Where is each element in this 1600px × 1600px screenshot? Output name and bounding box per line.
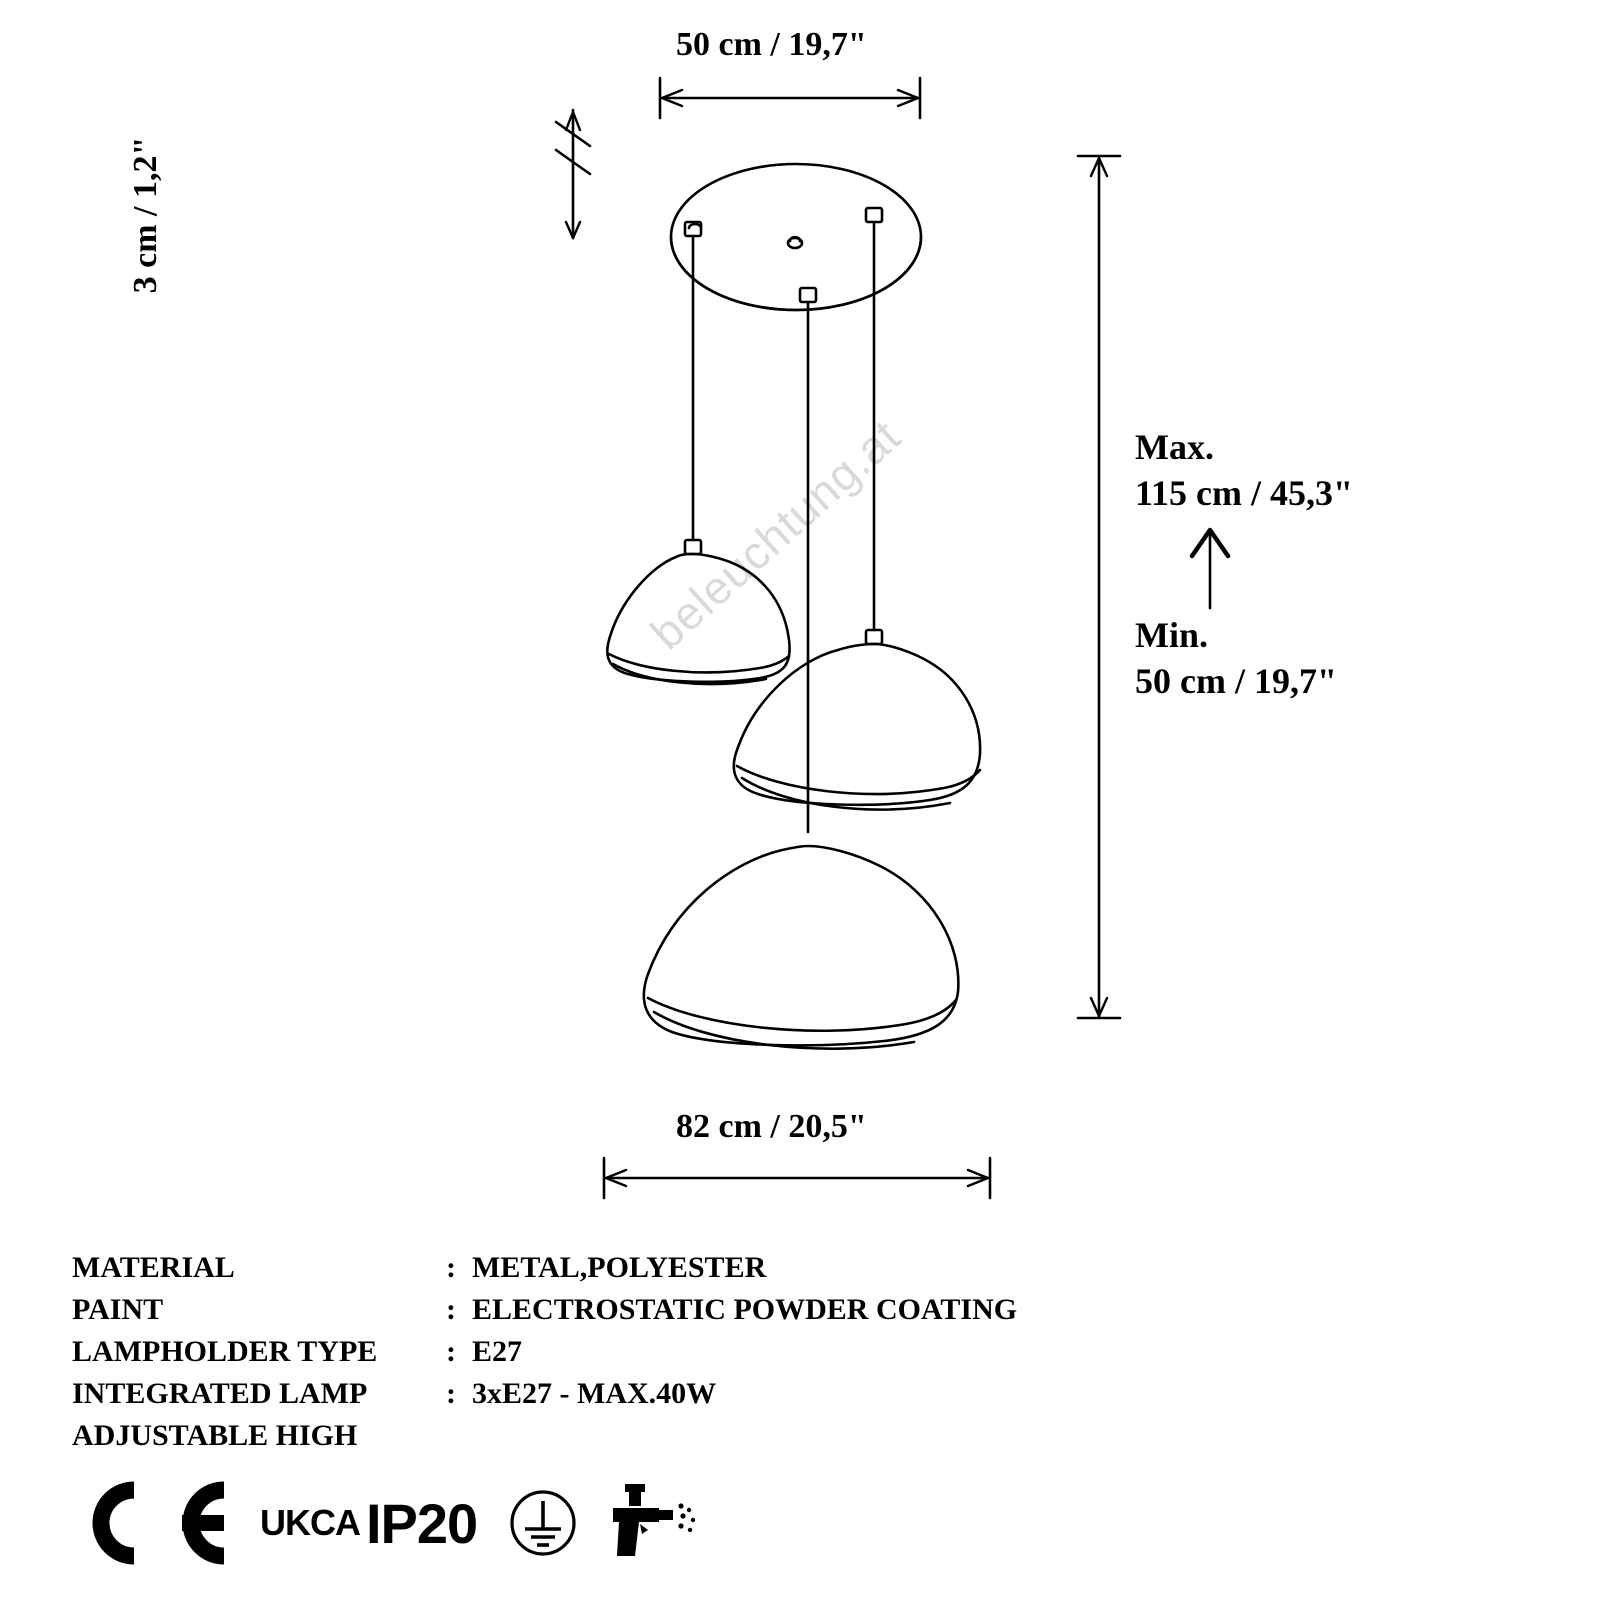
spec-colon bbox=[446, 1416, 472, 1458]
spec-value: E27 bbox=[472, 1334, 523, 1368]
specification-table bbox=[72, 1248, 1017, 1457]
min-value: 50 cm / 19,7" bbox=[1135, 661, 1337, 702]
dimension-label-min bbox=[1135, 612, 1337, 704]
table-row bbox=[72, 1290, 1017, 1332]
dimension-height-range bbox=[1078, 156, 1228, 1018]
table-row bbox=[72, 1416, 1017, 1458]
spec-colon: : bbox=[446, 1334, 456, 1368]
spray-gun-icon bbox=[607, 1480, 707, 1566]
max-word: Max. bbox=[1135, 427, 1214, 467]
dimension-bottom-width bbox=[604, 1158, 990, 1198]
spec-key: INTEGRATED LAMP bbox=[72, 1376, 368, 1410]
earth-ground-icon bbox=[505, 1485, 581, 1561]
spec-key: MATERIAL bbox=[72, 1251, 235, 1284]
dimension-top-width bbox=[660, 78, 920, 118]
dimension-label-max bbox=[1135, 424, 1353, 516]
earth-ground-svg bbox=[505, 1485, 581, 1561]
spec-key: LAMPHOLDER TYPE bbox=[72, 1334, 378, 1368]
dimension-canopy-height bbox=[556, 110, 590, 238]
max-value: 115 cm / 45,3" bbox=[1135, 473, 1353, 514]
lamp-shade-small bbox=[607, 554, 789, 684]
spec-colon: : bbox=[446, 1376, 456, 1410]
lamp-shade-medium bbox=[734, 644, 980, 810]
spec-key: ADJUSTABLE HIGH bbox=[72, 1418, 358, 1452]
table-row bbox=[72, 1332, 1017, 1374]
spec-value bbox=[472, 1416, 1017, 1458]
min-word: Min. bbox=[1135, 615, 1209, 655]
watermark-text: beleuchtung.at bbox=[640, 409, 911, 660]
dimension-label-bottom-width: 82 cm / 20,5" bbox=[676, 1108, 867, 1145]
spec-key: PAINT bbox=[72, 1292, 164, 1326]
spec-colon: : bbox=[446, 1251, 456, 1284]
spray-gun-svg bbox=[607, 1480, 707, 1566]
table-row bbox=[72, 1248, 1017, 1290]
ce-logo-svg bbox=[72, 1480, 242, 1566]
dimension-label-canopy-height: 3 cm / 1,2" bbox=[127, 136, 164, 294]
ukca-line-1: UK bbox=[260, 1501, 310, 1543]
ukca-mark-icon bbox=[260, 1501, 360, 1543]
spec-value: ELECTROSTATIC POWDER COATING bbox=[472, 1292, 1018, 1326]
ceiling-canopy bbox=[671, 164, 921, 310]
ce-mark-icon bbox=[72, 1480, 242, 1566]
ip-rating-label: IP20 bbox=[366, 1491, 478, 1555]
dimension-label-top-width: 50 cm / 19,7" bbox=[676, 26, 867, 63]
spec-value: METAL,POLYESTER bbox=[472, 1251, 767, 1284]
table-row bbox=[72, 1374, 1017, 1416]
spec-value: 3xE27 - MAX.40W bbox=[472, 1376, 717, 1410]
certification-row bbox=[72, 1478, 707, 1568]
spec-colon: : bbox=[446, 1292, 456, 1326]
ukca-line-2: CA bbox=[310, 1501, 360, 1543]
lamp-shade-large bbox=[644, 846, 959, 1049]
